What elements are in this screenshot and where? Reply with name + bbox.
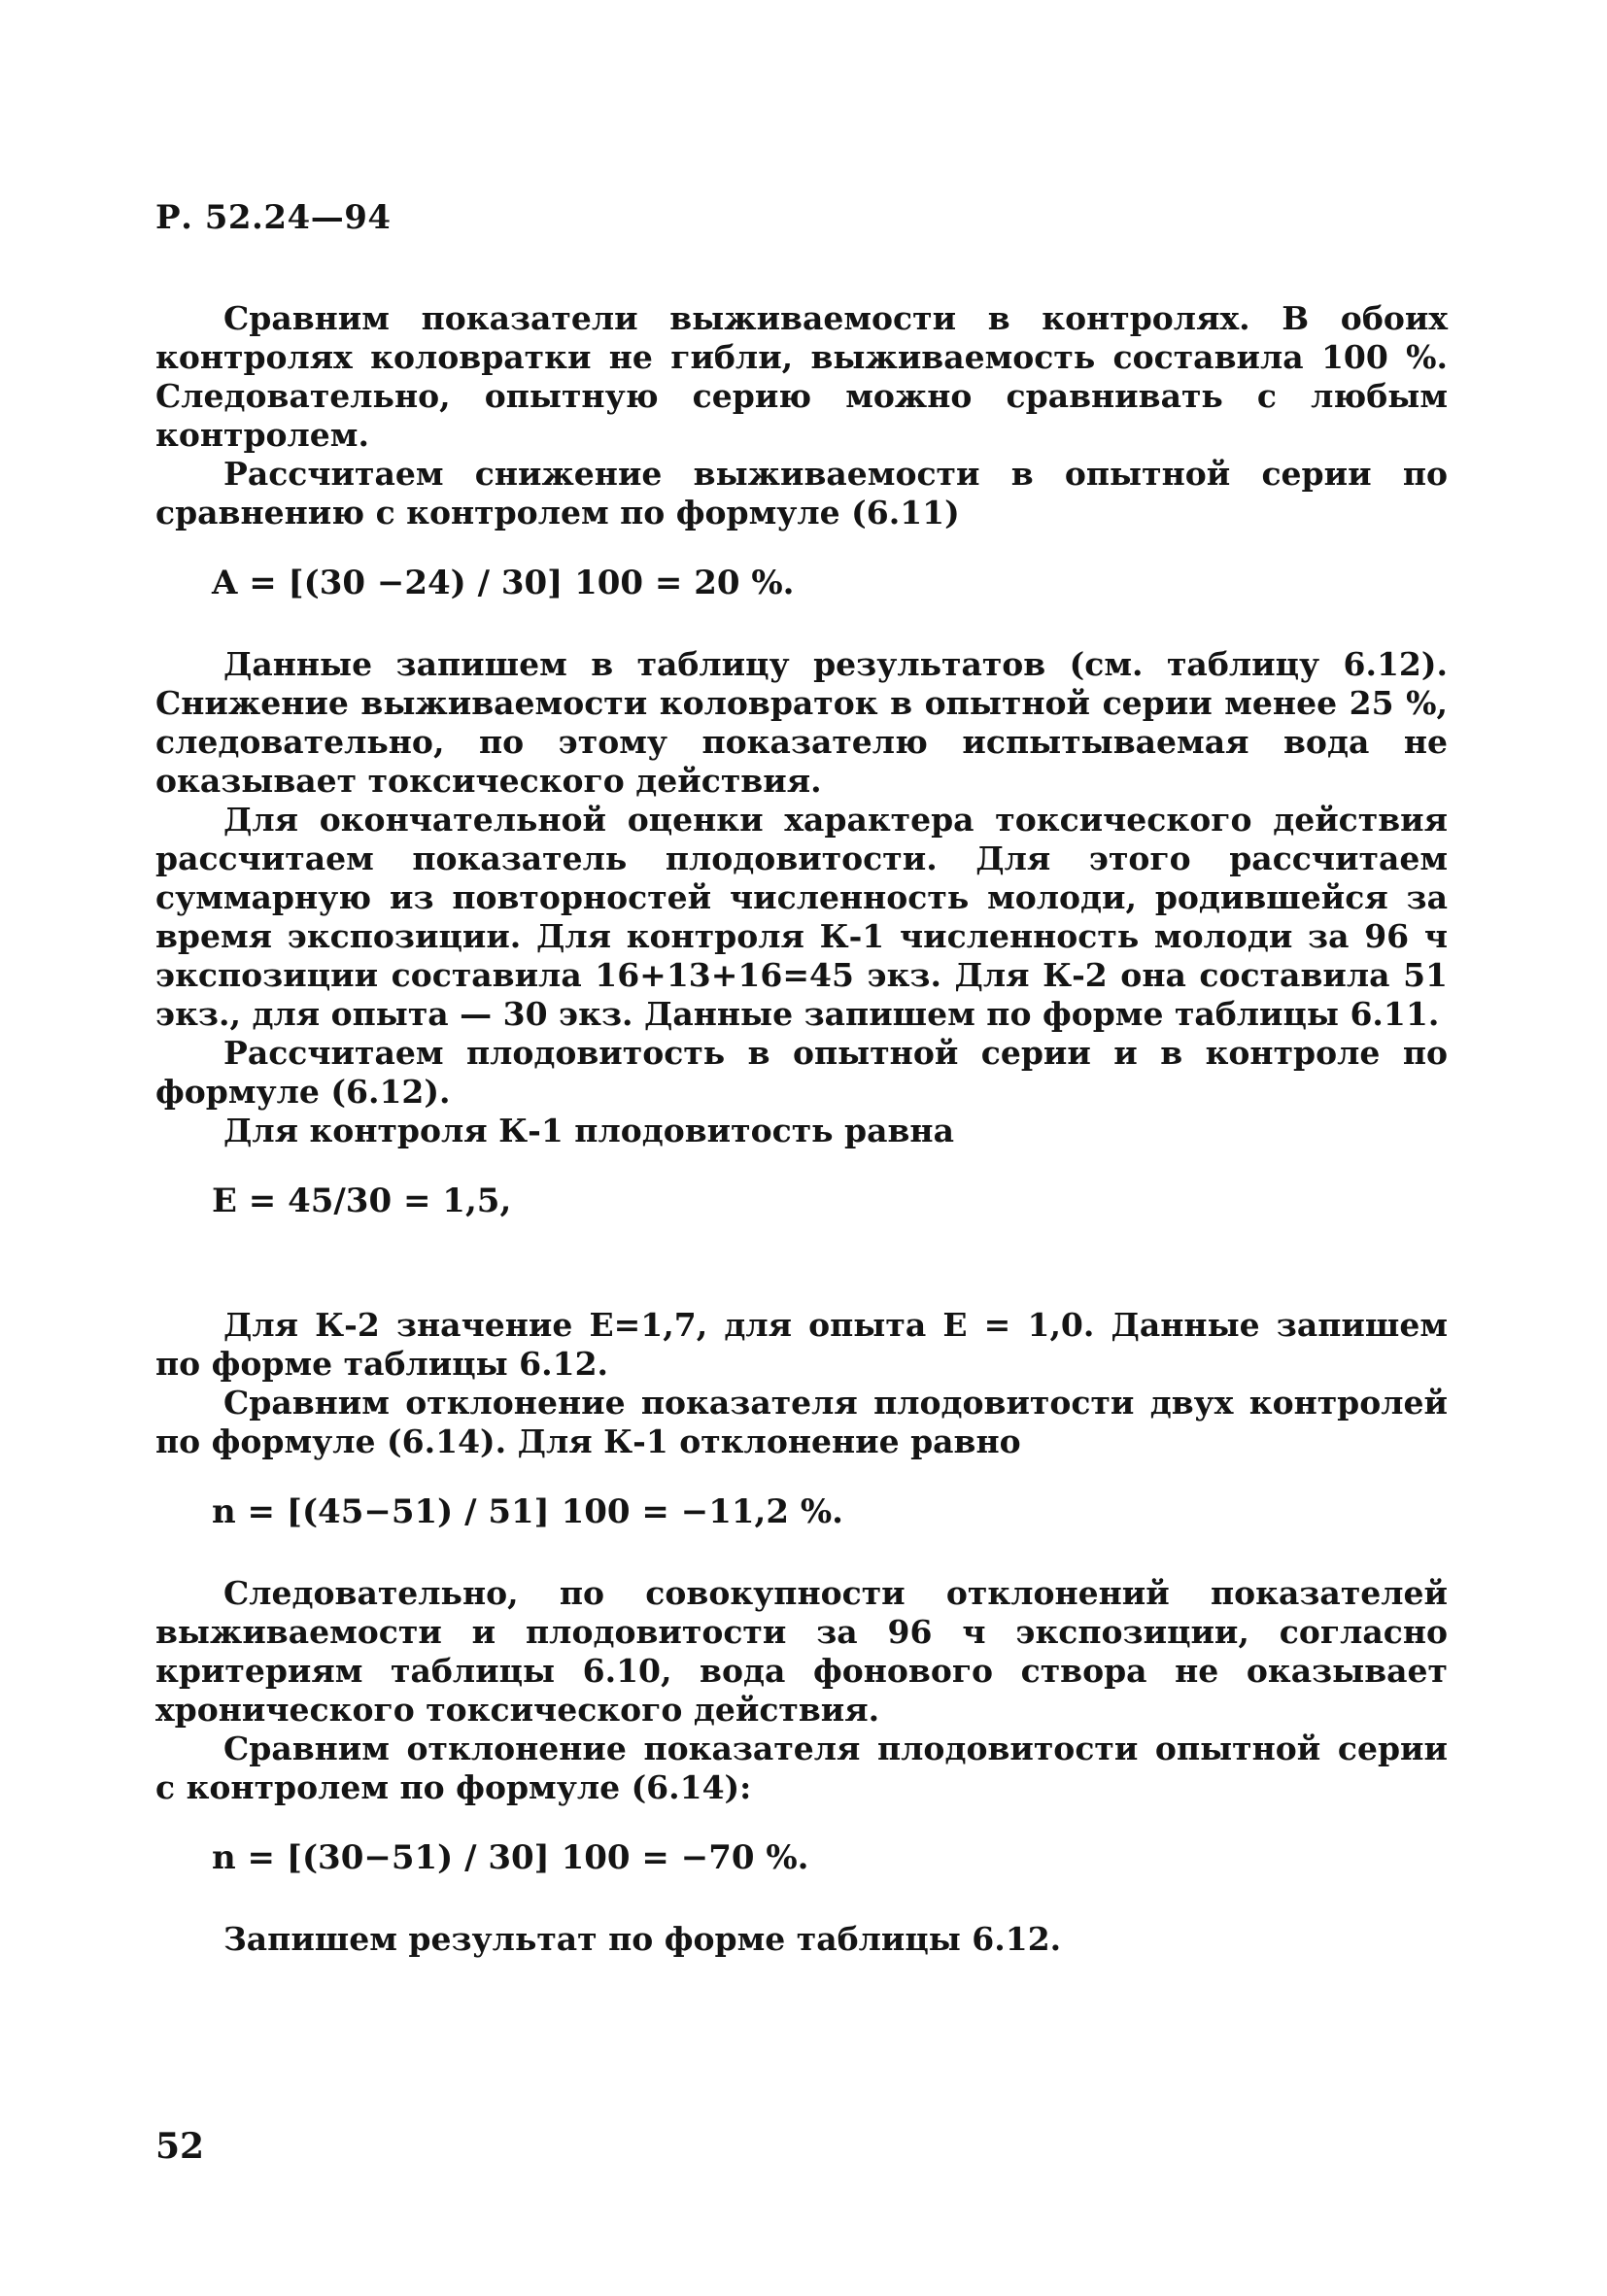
paragraph: Сравним показатели выживаемости в контролях. В обоих контролях коловратки не гибли, выживаемость составила 100 %. Следовательно, опытную серию можно сравнивать с любым контролем. (155, 299, 1448, 454)
paragraph: Для К-2 значение E=1,7, для опыта E = 1,0. Данные запишем по форме таблицы 6.12. (155, 1306, 1448, 1383)
document-body (155, 299, 1448, 1959)
page-number: 52 (155, 2126, 205, 2167)
paragraph: Данные запишем в таблицу результатов (см. таблицу 6.12). Снижение выживаемости коловраток в опытной серии менее 25 %, следовательно, по этому показателю испытываемая вода не оказывает токсического действия. (155, 645, 1448, 800)
spacer (155, 1263, 1448, 1306)
paragraph: Рассчитаем снижение выживаемости в опытной серии по сравнению с контролем по формуле (6.11) (155, 455, 1448, 531)
paragraph: Рассчитаем плодовитость в опытной серии и в контроле по формуле (6.12). (155, 1034, 1448, 1111)
paragraph: Для контроля К-1 плодовитость равна (223, 1112, 954, 1149)
formula: E = 45/30 = 1,5, (212, 1182, 512, 1220)
paragraph: Сравним отклонение показателя плодовитости опытной серии с контролем по формуле (6.14): (155, 1730, 1448, 1806)
paragraph: Сравним отклонение показателя плодовитости двух контролей по формуле (6.14). Для К-1 отклонение равно (155, 1384, 1448, 1460)
paragraph: Следовательно, по совокупности отклонений показателей выживаемости и плодовитости за 96 ч экспозиции, согласно критериям таблицы 6.10, вода фонового створа не оказывает хронического токсического действия. (155, 1574, 1448, 1729)
paragraph: Запишем результат по форме таблицы 6.12. (223, 1920, 1062, 1958)
formula: A = [(30 −24) / 30] 100 = 20 %. (212, 564, 795, 602)
formula: n = [(45−51) / 51] 100 = −11,2 %. (212, 1492, 844, 1531)
paragraph: Для окончательной оценки характера токсического действия рассчитаем показатель плодовитости. Для этого рассчитаем суммарную из повторностей численность молоди, родившейся за время экспозиции. Для контроля К-1 численность молоди за 96 ч экспозиции составила 16+13+16=45 экз. Для К-2 она составила 51 экз., для опыта — 30 экз. Данные запишем по форме таблицы 6.11. (155, 801, 1448, 1033)
formula: n = [(30−51) / 30] 100 = −70 %. (212, 1838, 809, 1877)
document-header: Р. 52.24—94 (155, 198, 392, 237)
